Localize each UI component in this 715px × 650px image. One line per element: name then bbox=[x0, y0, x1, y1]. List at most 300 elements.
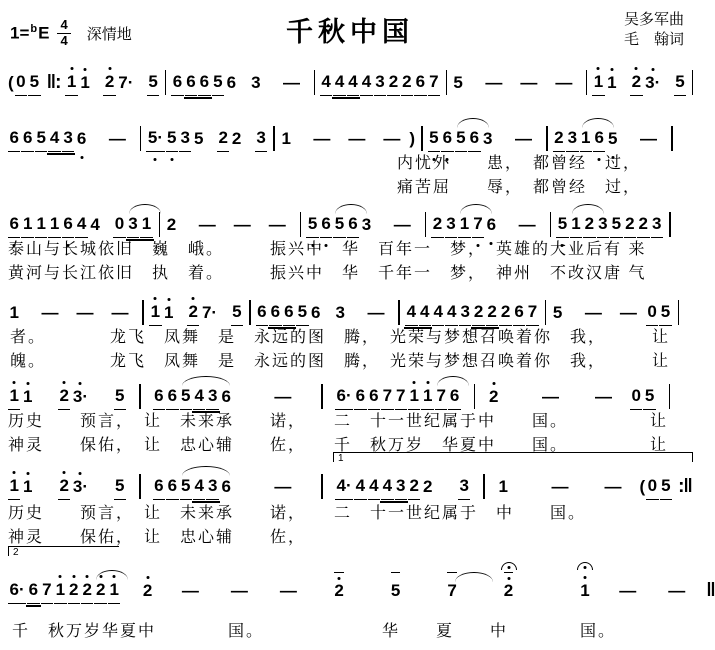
note: 6 bbox=[448, 386, 460, 410]
note: 2 bbox=[94, 580, 106, 604]
duration-dash: — bbox=[198, 215, 216, 234]
fermata-icon bbox=[577, 562, 593, 570]
note: 5 bbox=[147, 72, 159, 96]
note: 1 bbox=[458, 214, 470, 238]
second-beam bbox=[47, 153, 61, 155]
second-beam bbox=[346, 97, 360, 99]
note: 5 bbox=[674, 72, 686, 96]
second-ending-label: 2 bbox=[13, 547, 19, 558]
duration-dash: — bbox=[619, 581, 637, 600]
note: 0 bbox=[646, 302, 658, 326]
note: 3 bbox=[206, 476, 218, 500]
slur-arc bbox=[437, 376, 469, 386]
note: 3 bbox=[255, 128, 267, 152]
note: 4 bbox=[75, 214, 87, 238]
note: 6 bbox=[21, 128, 33, 152]
note: 1 bbox=[21, 214, 33, 238]
octave-dot-high bbox=[146, 576, 149, 579]
note: 5 bbox=[659, 302, 671, 326]
tenuto-overline bbox=[504, 572, 514, 573]
note: 5 bbox=[556, 214, 568, 238]
note: 6 bbox=[256, 302, 268, 326]
duration-dash: — bbox=[604, 477, 622, 496]
octave-dot-low bbox=[170, 158, 173, 161]
note: 3 bbox=[459, 302, 471, 326]
note: 7· bbox=[118, 73, 134, 92]
key-prefix: 1= bbox=[10, 23, 30, 43]
note: 5· bbox=[146, 128, 164, 152]
music-line-1 bbox=[8, 62, 698, 96]
note: 1 bbox=[408, 386, 420, 410]
note: 3 bbox=[566, 128, 578, 152]
note: 7 bbox=[435, 386, 447, 410]
duration-dash: — bbox=[515, 129, 533, 148]
octave-dot-high bbox=[63, 471, 66, 474]
note: 5 bbox=[606, 129, 618, 152]
music-line-3 bbox=[8, 204, 698, 238]
note: 4 bbox=[193, 386, 205, 410]
second-beam bbox=[26, 605, 40, 607]
second-beam bbox=[184, 97, 198, 99]
note: 6 bbox=[8, 128, 20, 152]
note: 6 bbox=[62, 214, 74, 238]
note: 2 bbox=[486, 302, 498, 326]
note: 1 bbox=[592, 72, 604, 96]
note: 4 bbox=[368, 476, 380, 500]
note: 1 bbox=[54, 580, 66, 604]
note: 4 bbox=[354, 476, 366, 500]
note: 2 bbox=[431, 214, 443, 238]
note: 2 bbox=[387, 72, 399, 96]
note: 3 bbox=[597, 214, 609, 238]
second-beam bbox=[61, 153, 75, 155]
note: 6 bbox=[166, 476, 178, 500]
note: 3 bbox=[395, 476, 407, 500]
slur-arc bbox=[335, 204, 367, 214]
note: 1 bbox=[140, 214, 152, 238]
slur-arc bbox=[582, 118, 614, 128]
octave-dot-high bbox=[63, 381, 66, 384]
octave-dot-high bbox=[492, 382, 495, 385]
note: 6 bbox=[8, 214, 20, 238]
note: 2 bbox=[499, 302, 511, 326]
octave-dot-high bbox=[338, 577, 341, 580]
note: 3 bbox=[483, 129, 493, 148]
duration-dash: — bbox=[279, 581, 297, 600]
octave-dot-high bbox=[113, 575, 116, 578]
barline bbox=[671, 126, 673, 151]
lyrics-line2-verse2: 痛苦屈 辱， 都曾经 过， bbox=[397, 179, 642, 196]
octave-dot-high bbox=[26, 382, 29, 385]
duration-dash: — bbox=[313, 129, 331, 148]
note: 2 bbox=[58, 386, 70, 410]
note: 4 bbox=[381, 476, 393, 500]
note: 5 bbox=[212, 72, 224, 96]
note: 1 bbox=[108, 580, 120, 604]
slur-arc bbox=[182, 376, 230, 386]
octave-dot-high bbox=[507, 577, 510, 580]
note: 5 bbox=[455, 128, 467, 152]
duration-dash: — bbox=[668, 581, 686, 600]
note: 2 bbox=[141, 581, 153, 604]
note: 7 bbox=[41, 580, 53, 604]
note: 1 bbox=[21, 387, 33, 410]
note: 6 bbox=[311, 303, 321, 322]
song-title: 千秋中国 bbox=[286, 17, 414, 47]
note: 6 bbox=[269, 302, 281, 326]
barline bbox=[669, 212, 671, 237]
note: 2 bbox=[630, 72, 642, 96]
barline bbox=[300, 212, 302, 237]
repeat-open-barline: ‖: bbox=[46, 72, 61, 93]
barline bbox=[545, 300, 547, 325]
duration-dash: — bbox=[518, 215, 536, 234]
note: 1 bbox=[281, 129, 291, 148]
note: 0 bbox=[646, 476, 658, 500]
barline bbox=[669, 384, 671, 409]
lyrics-line6-verse2: 神灵 保佑， 让 忠心辅 佐， bbox=[8, 529, 307, 546]
note: 2 bbox=[231, 129, 242, 148]
lyrics-line3-verse2: 黄河与长江依旧 执 着。 振兴中 华 千年一 梦， 神州 不改汉唐 气 bbox=[8, 265, 647, 282]
barline bbox=[678, 300, 680, 325]
note: 7 bbox=[395, 386, 407, 410]
note: 3 bbox=[127, 214, 139, 238]
tie-arc bbox=[455, 572, 493, 582]
barline bbox=[314, 70, 315, 95]
music-line-6 bbox=[8, 466, 698, 500]
note: 4 bbox=[48, 128, 60, 152]
note: 6 bbox=[27, 580, 39, 604]
note: 6 bbox=[153, 386, 165, 410]
time-signature-numerator: 4 bbox=[57, 18, 70, 34]
lyrics-line2-verse1: 内忧外 患， 都曾经 过， bbox=[397, 155, 642, 172]
note: 4 bbox=[320, 72, 332, 96]
note: 4 bbox=[445, 302, 457, 326]
duration-dash: — bbox=[639, 129, 657, 148]
note: 6 bbox=[283, 302, 295, 326]
duration-dash: — bbox=[111, 303, 129, 322]
note: 2 bbox=[103, 72, 115, 96]
note: 2 bbox=[166, 215, 177, 234]
duration-dash: — bbox=[41, 303, 59, 322]
music-line-2 bbox=[8, 118, 698, 152]
barline bbox=[446, 70, 447, 95]
duration-dash: — bbox=[181, 581, 199, 600]
note: 4 bbox=[347, 72, 359, 96]
note: 0 bbox=[630, 386, 642, 410]
barline bbox=[692, 70, 693, 95]
flat-sign: b bbox=[30, 23, 38, 36]
note: 3 bbox=[445, 214, 457, 238]
composer-credit: 吴多军曲 bbox=[623, 11, 684, 28]
note: 5 bbox=[28, 72, 40, 96]
note: 6 bbox=[368, 386, 380, 410]
octave-dot-high bbox=[651, 68, 654, 71]
note: 1 bbox=[48, 214, 60, 238]
note: 6 bbox=[221, 477, 231, 496]
note: 0 bbox=[113, 214, 125, 238]
parenthesis: ( bbox=[639, 477, 646, 496]
note: 1 bbox=[79, 73, 91, 96]
note: 4 bbox=[333, 72, 345, 96]
parenthesis: ( bbox=[8, 73, 14, 92]
note: 6 bbox=[414, 72, 426, 96]
note: 4 bbox=[419, 302, 431, 326]
note: 6 bbox=[166, 386, 178, 410]
duration-dash: — bbox=[584, 303, 602, 322]
duration-dash: — bbox=[274, 477, 292, 496]
note: 5 bbox=[114, 386, 126, 410]
note: 6 bbox=[153, 476, 165, 500]
fermata-icon bbox=[501, 562, 517, 570]
second-beam bbox=[332, 97, 346, 99]
note: 6 bbox=[485, 215, 497, 238]
note: 6 bbox=[320, 214, 332, 238]
final-barline: ‖ bbox=[706, 580, 715, 601]
octave-dot-high bbox=[79, 472, 82, 475]
repeat-close-barline: :‖ bbox=[678, 476, 692, 497]
duration-dash: — bbox=[108, 129, 126, 148]
duration-dash: — bbox=[551, 477, 569, 496]
note: 1 bbox=[9, 303, 19, 322]
tenuto-overline bbox=[334, 572, 344, 573]
note: 6· bbox=[8, 580, 26, 604]
octave-dot-high bbox=[610, 68, 613, 71]
note: 4 bbox=[90, 215, 100, 234]
note: 1 bbox=[8, 386, 20, 410]
duration-dash: — bbox=[485, 73, 503, 92]
duration-dash: — bbox=[274, 387, 292, 406]
barline bbox=[483, 474, 485, 499]
note: 3· bbox=[644, 73, 662, 96]
barline bbox=[165, 70, 166, 95]
note: 6 bbox=[468, 128, 480, 152]
barline bbox=[273, 126, 275, 151]
credits bbox=[624, 10, 684, 50]
note: 5 bbox=[453, 73, 463, 92]
slur-arc bbox=[129, 204, 161, 214]
octave-dot-high bbox=[84, 68, 87, 71]
note: 5 bbox=[389, 581, 401, 604]
note: 2 bbox=[637, 214, 649, 238]
duration-dash: — bbox=[619, 303, 637, 322]
second-ending-bracket bbox=[8, 546, 119, 556]
note: 5 bbox=[552, 303, 563, 322]
note: 5 bbox=[114, 476, 126, 500]
note: 5 bbox=[296, 302, 308, 326]
duration-dash: — bbox=[348, 129, 366, 148]
lyrics-line7: 千 秋万岁华夏中 国。 华 夏 中 国。 bbox=[12, 623, 617, 640]
duration-dash: — bbox=[367, 303, 385, 322]
note: 5 bbox=[180, 386, 192, 410]
music-line-7 bbox=[8, 570, 715, 604]
barline bbox=[139, 384, 141, 409]
note: 2 bbox=[553, 128, 565, 152]
note: 4 bbox=[432, 302, 444, 326]
note: 3 bbox=[206, 386, 218, 410]
music-line-5 bbox=[8, 376, 698, 410]
barline bbox=[321, 384, 323, 409]
duration-dash: — bbox=[541, 387, 559, 406]
octave-dot-high bbox=[70, 67, 73, 70]
note: 6· bbox=[335, 386, 353, 410]
note: 6 bbox=[198, 72, 210, 96]
lyrics-line3-verse1: 泰山与长城依旧 巍 峨。 振兴中 华 百年一 梦， 英雄的大业后有 来 bbox=[8, 241, 647, 258]
note: 5 bbox=[660, 476, 672, 500]
note: 1 bbox=[8, 476, 20, 500]
octave-dot-high bbox=[597, 67, 600, 70]
octave-dot-high bbox=[108, 67, 111, 70]
note: 1 bbox=[21, 477, 33, 500]
duration-dash: — bbox=[393, 215, 411, 234]
duration-dash: — bbox=[230, 581, 248, 600]
lyricist-credit: 毛 翰词 bbox=[623, 31, 684, 48]
note: 1 bbox=[163, 303, 175, 326]
note: 2 bbox=[333, 581, 345, 604]
lyrics-line4-verse1: 者。 龙飞 凤舞 是 永远的图 腾， 光荣与梦想召唤着你 我， 让 bbox=[10, 329, 671, 346]
note: 6 bbox=[75, 129, 87, 152]
barline bbox=[425, 212, 427, 237]
barline bbox=[398, 300, 400, 325]
slur-arc bbox=[572, 204, 604, 214]
barline bbox=[140, 126, 142, 151]
note: 2 bbox=[187, 302, 199, 326]
slur-arc bbox=[182, 466, 230, 476]
note: 1 bbox=[606, 73, 618, 96]
octave-dot-high bbox=[154, 297, 157, 300]
note: 5 bbox=[610, 214, 622, 238]
lyrics-line5-verse2: 神灵 保佑， 让 忠心辅 佐， 千 秋万岁 华夏中 国。 让 bbox=[8, 437, 669, 454]
key-note: E bbox=[38, 23, 50, 43]
barline bbox=[321, 474, 323, 499]
note: 5 bbox=[428, 128, 440, 152]
note: 3 bbox=[374, 72, 386, 96]
duration-dash: — bbox=[383, 129, 401, 148]
note: 6 bbox=[354, 386, 366, 410]
note: 2 bbox=[487, 387, 499, 410]
note: 4 bbox=[405, 302, 417, 326]
note: 3· bbox=[71, 387, 89, 410]
duration-dash: — bbox=[283, 73, 301, 92]
note: 2 bbox=[217, 128, 229, 152]
note: 1 bbox=[579, 581, 591, 604]
tenuto-overline bbox=[391, 572, 401, 573]
note: 1 bbox=[570, 214, 582, 238]
octave-dot-high bbox=[79, 382, 82, 385]
note: 6 bbox=[441, 128, 453, 152]
note: 3 bbox=[179, 128, 191, 152]
note: 2 bbox=[502, 581, 514, 604]
note: 1 bbox=[149, 302, 161, 326]
octave-dot-high bbox=[192, 297, 195, 300]
note: 5 bbox=[35, 128, 47, 152]
note: 1 bbox=[35, 214, 47, 238]
note: 1 bbox=[498, 477, 508, 496]
barline bbox=[421, 126, 423, 151]
note: 6 bbox=[171, 72, 183, 96]
note: 4 bbox=[193, 476, 205, 500]
octave-dot-high bbox=[59, 575, 62, 578]
note: 2 bbox=[401, 72, 413, 96]
barline bbox=[249, 300, 251, 325]
octave-dot-high bbox=[72, 575, 75, 578]
tenuto-overline bbox=[447, 572, 457, 573]
note: 6 bbox=[347, 214, 359, 238]
note: 2 bbox=[68, 580, 80, 604]
note: 0 bbox=[15, 72, 27, 96]
note: 3 bbox=[458, 476, 470, 500]
note: 2 bbox=[472, 302, 484, 326]
note: 3 bbox=[335, 303, 345, 322]
note: 5 bbox=[166, 128, 178, 152]
expression-marking: 深情地 bbox=[86, 25, 132, 43]
octave-dot-high bbox=[13, 381, 16, 384]
note: 5 bbox=[231, 302, 243, 326]
octave-dot-high bbox=[167, 298, 170, 301]
duration-dash: — bbox=[268, 215, 286, 234]
duration-dash: — bbox=[594, 387, 612, 406]
note: 5 bbox=[193, 129, 204, 148]
note: 6 bbox=[593, 128, 605, 152]
note: 3 bbox=[62, 128, 74, 152]
note: 2 bbox=[624, 214, 636, 238]
octave-dot-low bbox=[154, 158, 157, 161]
octave-dot-high bbox=[86, 575, 89, 578]
note: 5 bbox=[306, 214, 318, 238]
note: 7 bbox=[428, 72, 440, 96]
octave-dot-high bbox=[13, 471, 16, 474]
barline bbox=[159, 212, 161, 237]
note: 3· bbox=[71, 477, 89, 500]
note: 2 bbox=[583, 214, 595, 238]
note: 6 bbox=[221, 387, 231, 406]
note: 1 bbox=[65, 72, 77, 96]
duration-dash: — bbox=[76, 303, 94, 322]
first-ending-bracket bbox=[333, 452, 693, 462]
note: 5 bbox=[333, 214, 345, 238]
barline bbox=[139, 474, 141, 499]
note: 7 bbox=[381, 386, 393, 410]
first-ending-label: 1 bbox=[338, 453, 344, 464]
note: 2 bbox=[422, 477, 433, 496]
note: 7 bbox=[472, 214, 484, 238]
note: 5 bbox=[180, 476, 192, 500]
barline bbox=[142, 300, 144, 325]
duration-dash: — bbox=[233, 215, 251, 234]
barline bbox=[586, 70, 587, 95]
barline bbox=[550, 212, 552, 237]
note: 6 bbox=[226, 73, 237, 92]
note: 3 bbox=[361, 215, 372, 234]
note: 1 bbox=[580, 128, 592, 152]
note: 6 bbox=[185, 72, 197, 96]
lyrics-line6-verse1: 历史 预言， 让 未来承 诺， 二 十一世纪属于 中 国。 bbox=[8, 505, 587, 522]
note: 4 bbox=[360, 72, 372, 96]
barline bbox=[474, 384, 476, 409]
note: 2 bbox=[81, 580, 93, 604]
note: 4· bbox=[335, 476, 353, 500]
note: 2 bbox=[58, 476, 70, 500]
note: 7 bbox=[446, 581, 458, 604]
duration-dash: — bbox=[520, 73, 538, 92]
note: 3 bbox=[251, 73, 261, 92]
duration-dash: — bbox=[555, 73, 573, 92]
slur-arc bbox=[457, 118, 489, 128]
octave-dot-high bbox=[413, 381, 416, 384]
octave-dot-high bbox=[583, 576, 586, 579]
time-signature-denominator: 4 bbox=[60, 32, 68, 48]
note: 7 bbox=[526, 302, 538, 326]
